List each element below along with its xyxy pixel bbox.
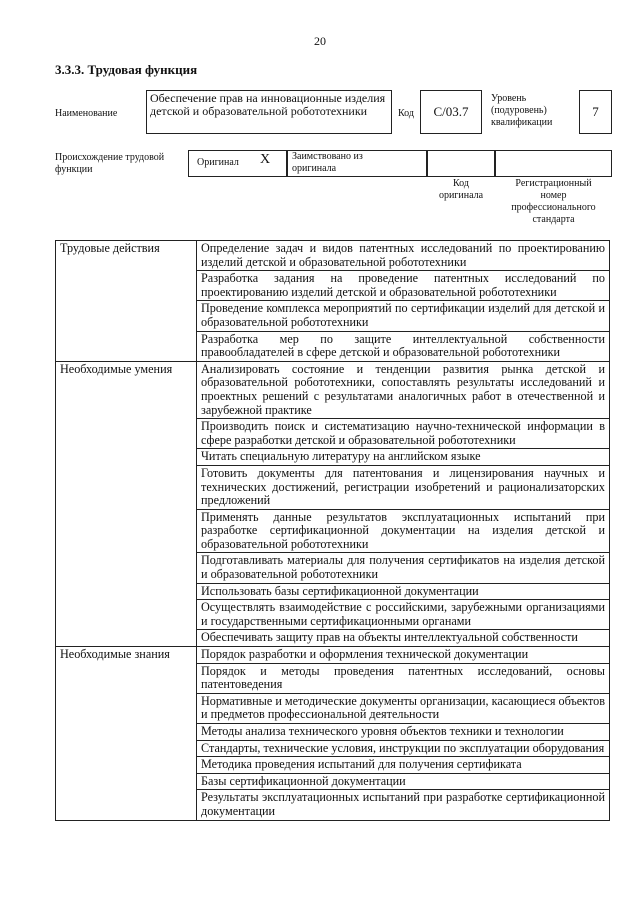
origin-label: Происхождение трудовой функции <box>55 152 165 175</box>
item-cell: Определение задач и видов патентных исследований по проектированию изделий детской и образовательной робототехники <box>197 241 610 271</box>
original-mark: X <box>260 152 271 167</box>
function-name-box: Обеспечение прав на инновационные изделия детской и образовательной робототехники <box>146 90 392 134</box>
item-cell: Производить поиск и систематизацию научно-технической информации в сфере разработки детской и образовательной робототехники <box>197 419 610 449</box>
item-cell: Стандарты, технические условия, инструкции по эксплуатации оборудования <box>197 740 610 757</box>
original-label: Оригинал <box>197 157 239 168</box>
item-cell: Применять данные результатов эксплуатационных испытаний при разработке сертификационной документации на изделия детской и образовательной робототехники <box>197 509 610 553</box>
function-code-box: C/03.7 <box>420 90 482 134</box>
item-cell: Разработка задания на проведение патентных исследований по проектированию изделий детской и образовательной робототехники <box>197 271 610 301</box>
name-label: Наименование <box>55 108 118 119</box>
item-cell: Анализировать состояние и тенденции развития рынка детской и образовательной робототехники, сопоставлять результаты исследований и проектных решений с результатами аналогичных работ в отечественной и зарубежной практике <box>197 361 610 418</box>
page-number: 20 <box>314 34 326 48</box>
item-cell: Осуществлять взаимодействие с российскими, зарубежными организациями и государственными сертификационными органами <box>197 600 610 630</box>
item-cell: Базы сертификационной документации <box>197 773 610 790</box>
item-cell: Порядок и методы проведения патентных исследований, основы патентоведения <box>197 663 610 693</box>
item-cell: Проведение комплекса мероприятий по сертификации изделий для детской и образовательной робототехники <box>197 301 610 331</box>
section-title: 3.3.3. Трудовая функция <box>55 62 198 77</box>
item-cell: Обеспечивать защиту прав на объекты интеллектуальной собственности <box>197 630 610 647</box>
category-cell: Необходимые знания <box>56 647 197 821</box>
item-cell: Подготавливать материалы для получения сертификатов на изделия детской и образовательной робототехники <box>197 553 610 583</box>
item-cell: Результаты эксплуатационных испытаний при разработке сертификационной документации <box>197 790 610 820</box>
table-row <box>56 361 610 418</box>
code-original-cell <box>427 150 495 177</box>
item-cell: Читать специальную литературу на английском языке <box>197 449 610 466</box>
qualification-level-box: 7 <box>579 90 612 134</box>
qualification-level-label: Уровень (подуровень) квалификации <box>491 93 553 128</box>
borrowed-label: Заимствовано из оригинала <box>292 151 363 174</box>
table-row <box>56 647 610 664</box>
reg-number-caption: Регистрационный номер профессионального стандарта <box>511 178 596 225</box>
category-cell: Необходимые умения <box>56 361 197 646</box>
item-cell: Использовать базы сертификационной документации <box>197 583 610 600</box>
item-cell: Разработка мер по защите интеллектуальной собственности правообладателей в сфере детской и образовательной робототехники <box>197 331 610 361</box>
table-row <box>56 241 610 271</box>
item-cell: Готовить документы для патентования и лицензирования научных и технических достижений, регистрации изобретений и рационализаторских предложений <box>197 465 610 509</box>
item-cell: Порядок разработки и оформления технической документации <box>197 647 610 664</box>
code-original-caption: Код оригинала <box>438 178 484 201</box>
item-cell: Методы анализа технического уровня объектов техники и технологии <box>197 724 610 741</box>
item-cell: Методика проведения испытаний для получения сертификата <box>197 757 610 774</box>
labor-function-table <box>55 240 610 821</box>
category-cell: Трудовые действия <box>56 241 197 362</box>
code-label: Код <box>398 108 414 119</box>
reg-number-cell <box>495 150 612 177</box>
item-cell: Нормативные и методические документы организации, касающиеся объектов и предметов профессиональной деятельности <box>197 693 610 723</box>
